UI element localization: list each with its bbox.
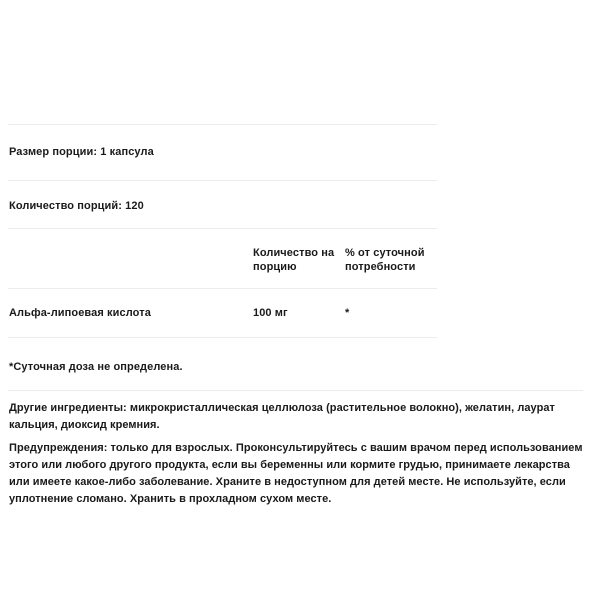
table-row	[0, 306, 600, 324]
serving-size-text: Размер порции: 1 капсула	[9, 146, 154, 158]
servings-per-container-text: Количество порций: 120	[9, 200, 144, 212]
column-header-amount-per-serving: Количество на порцию	[253, 247, 335, 273]
divider-above-table-header	[8, 228, 437, 229]
divider-below-table-header	[8, 288, 437, 289]
divider-above-serving-size	[8, 124, 437, 125]
daily-value-footnote: *Суточная доза не определена.	[9, 361, 183, 373]
ingredient-daily-value: *	[345, 307, 350, 319]
ingredient-amount: 100 мг	[253, 307, 288, 319]
ingredient-name: Альфа-липоевая кислота	[9, 307, 151, 319]
column-header-percent-daily-value: % от суточной потребности	[345, 247, 425, 273]
other-ingredients-paragraph: Другие ингредиенты: микрокристаллическая целлюлоза (растительное волокно), желатин, лаурат кальция, диоксид кремния.	[9, 402, 555, 431]
divider-below-table-row	[8, 337, 437, 338]
divider-above-servings-count	[8, 180, 437, 181]
table-header-row	[0, 246, 600, 278]
divider-above-other-ingredients	[8, 390, 583, 391]
warnings-paragraph: Предупреждения: только для взрослых. Проконсультируйтесь с вашим врачом перед использованием этого или любого другого продукта, если вы беременны или кормите грудью, принимаете лекарства или имеете какое-либо заболевание. Храните в недоступном для детей месте. Не используйте, если уплотнение сломано. Хранить в прохладном сухом месте.	[9, 442, 583, 505]
